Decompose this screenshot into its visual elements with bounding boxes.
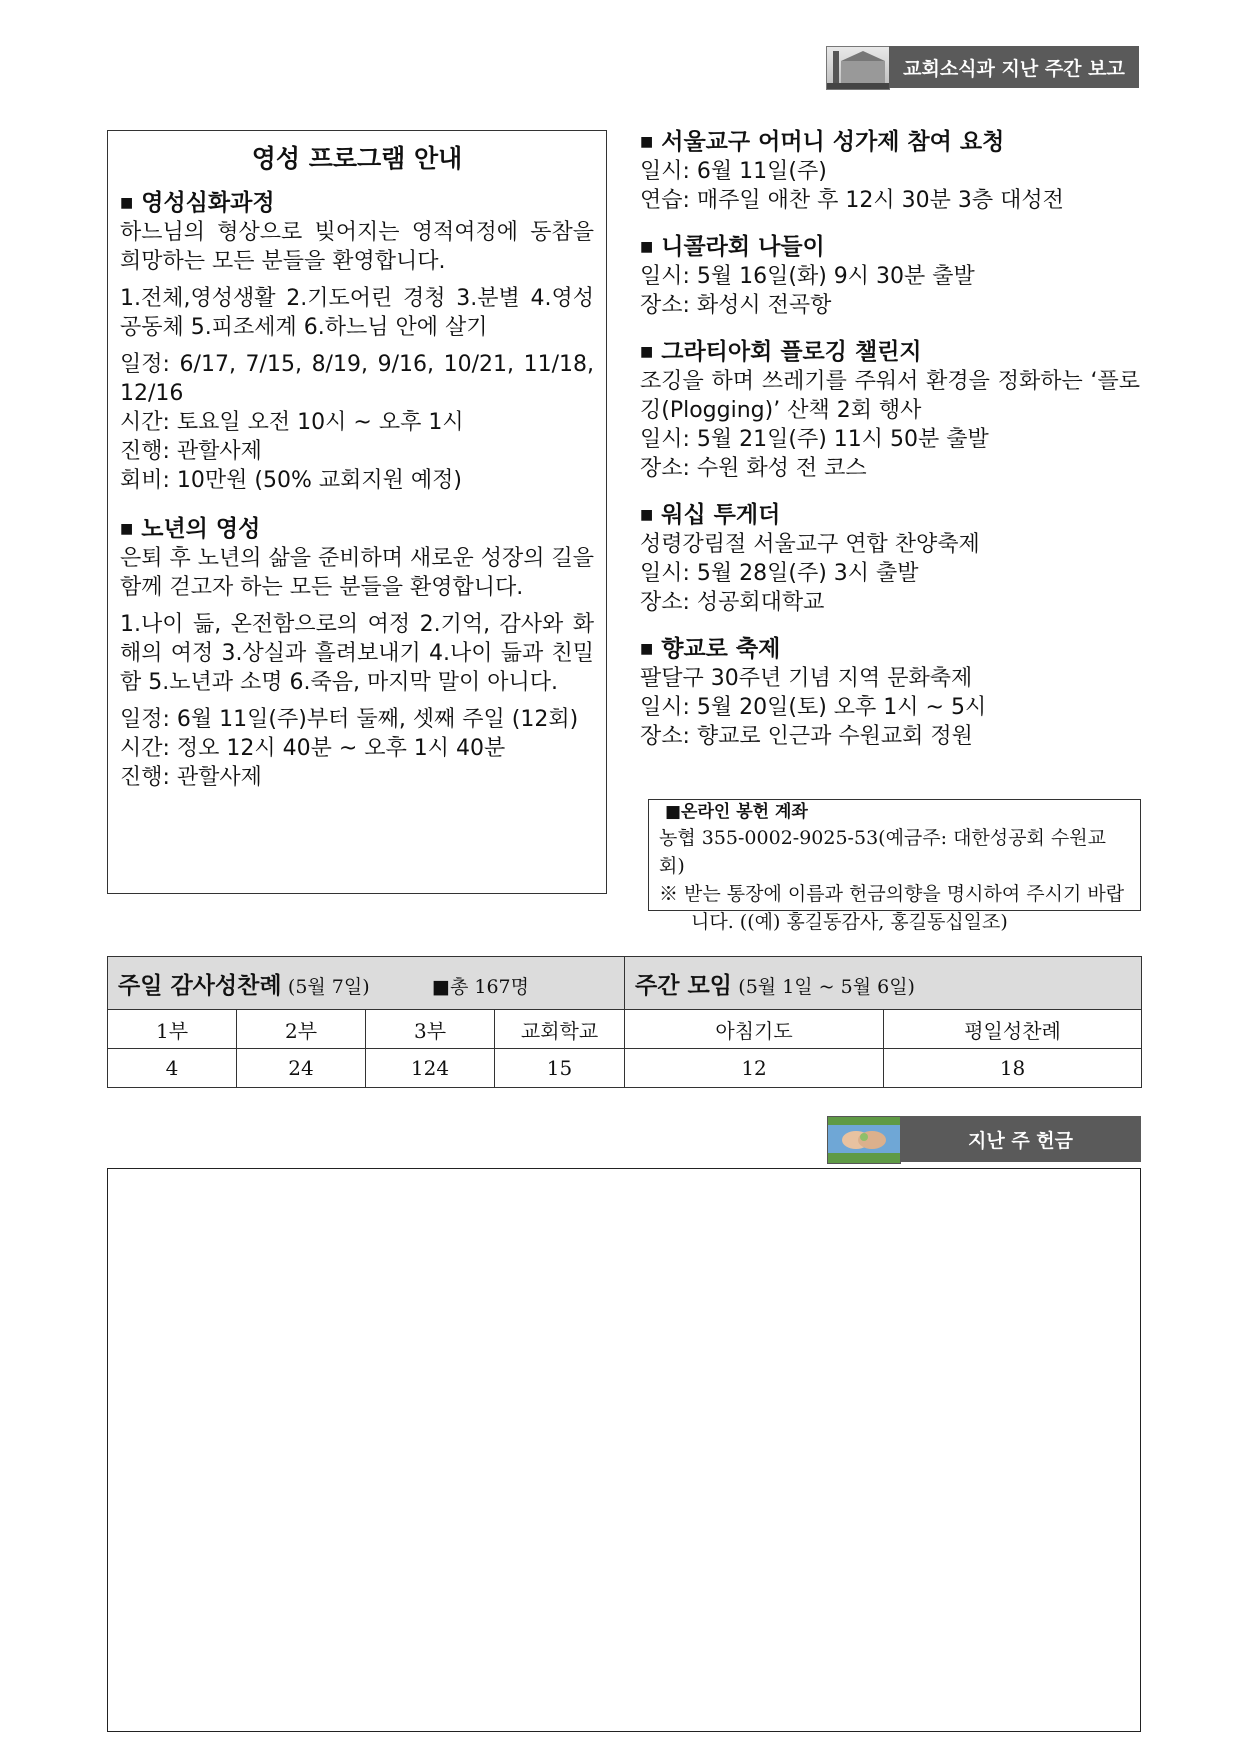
table-cell: 18 xyxy=(884,1049,1142,1088)
program-topics: 1.전체,영성생활 2.기도어린 경청 3.분별 4.영성 공동체 5.피조세계 6.하느님 안에 살기 xyxy=(120,286,594,340)
bullet-square-icon: ■ xyxy=(640,344,654,360)
news-item xyxy=(640,501,1140,617)
program-detail: 진행: 관할사제 xyxy=(120,765,262,790)
sunday-service-header xyxy=(108,957,625,1010)
section-title-banner xyxy=(889,46,1139,88)
table-cell: 124 xyxy=(366,1049,495,1088)
bullet-square-icon: ■ xyxy=(640,134,654,150)
table-row xyxy=(108,1049,1142,1088)
sunday-service-date: (5월 7일) xyxy=(287,975,370,998)
bullet-square-icon: ■ xyxy=(120,521,134,537)
program-detail: 시간: 정오 12시 40분 ~ 오후 1시 40분 xyxy=(120,736,506,761)
news-line: 연습: 매주일 애찬 후 12시 30분 3층 대성전 xyxy=(640,188,1064,213)
table-cell: 24 xyxy=(237,1049,366,1088)
program-detail: 회비: 10만원 (50% 교회지원 예정) xyxy=(120,468,462,493)
news-line: 성령강림절 서울교구 연합 찬양축제 xyxy=(640,532,980,557)
offering-content-box xyxy=(107,1168,1141,1732)
news-line: 일시: 6월 11일(주) xyxy=(640,159,827,184)
online-offering-title: ■온라인 봉헌 계좌 xyxy=(665,802,808,822)
column-header: 교회학교 xyxy=(495,1010,625,1049)
news-line: 일시: 5월 20일(토) 오후 1시 ~ 5시 xyxy=(640,695,987,720)
news-item xyxy=(640,128,1140,215)
column-header: 아침기도 xyxy=(625,1010,884,1049)
news-line: 일시: 5월 16일(화) 9시 30분 출발 xyxy=(640,264,975,289)
bullet-square-icon: ■ xyxy=(640,641,654,657)
news-line: 팔달구 30주년 기념 지역 문화축제 xyxy=(640,666,973,691)
bank-account: 농협 355-0002-9025-53(예금주: 대한성공회 수원교회) xyxy=(659,827,1106,877)
hands-offering-image xyxy=(827,1116,901,1164)
offering-title-banner xyxy=(900,1116,1141,1162)
offering-note: ※ 받는 통장에 이름과 헌금의향을 명시하여 주시기 바랍니다. ((예) 홍길동감사, 홍길동십일조) xyxy=(659,883,1125,933)
news-heading: 워십 투게더 xyxy=(661,502,781,528)
news-column xyxy=(640,128,1140,769)
bullet-square-icon: ■ xyxy=(640,507,654,523)
column-header: 2부 xyxy=(237,1010,366,1049)
news-line: 장소: 수원 화성 전 코스 xyxy=(640,456,867,481)
news-heading: 니콜라회 나들이 xyxy=(661,234,825,260)
table-cell: 12 xyxy=(625,1049,884,1088)
weekly-meeting-header xyxy=(625,957,1142,1010)
program-intro: 하느님의 형상으로 빚어지는 영적여정에 동참을 희망하는 모든 분들을 환영합니다. xyxy=(120,220,594,274)
bullet-square-icon: ■ xyxy=(120,195,134,211)
table-row xyxy=(108,1010,1142,1049)
total-attendance: ■총 167명 xyxy=(432,975,529,998)
weekly-meeting-title: 주간 모임 xyxy=(635,972,732,999)
program-detail: 일정: 6/17, 7/15, 8/19, 9/16, 10/21, 11/18, 12/16 xyxy=(120,352,594,406)
column-header: 1부 xyxy=(108,1010,237,1049)
news-item xyxy=(640,635,1140,751)
program-detail: 일정: 6월 11일(주)부터 둘째, 셋째 주일 (12회) xyxy=(120,707,579,732)
news-line: 장소: 성공회대학교 xyxy=(640,590,825,615)
bullet-square-icon: ■ xyxy=(640,239,654,255)
news-heading: 그라티아회 플로깅 챌린지 xyxy=(661,339,922,365)
news-line: 일시: 5월 28일(주) 3시 출발 xyxy=(640,561,919,586)
news-line: 조깅을 하며 쓰레기를 주워서 환경을 정화하는 ‘플로깅(Plogging)’ 산책 2회 행사 xyxy=(640,369,1140,423)
weekly-meeting-date: (5월 1일 ~ 5월 6일) xyxy=(738,975,915,998)
program-intro: 은퇴 후 노년의 삶을 준비하며 새로운 성장의 길을 함께 걷고자 하는 모든 분들을 환영합니다. xyxy=(120,546,594,600)
sunday-service-title: 주일 감사성찬례 xyxy=(118,972,282,999)
column-header: 평일성찬례 xyxy=(884,1010,1142,1049)
news-heading: 서울교구 어머니 성가제 참여 요청 xyxy=(661,129,1005,155)
program-section-heading: ■ 영성심화과정 xyxy=(120,190,275,216)
table-cell: 4 xyxy=(108,1049,237,1088)
program-detail: 시간: 토요일 오전 10시 ~ 오후 1시 xyxy=(120,410,464,435)
news-line: 장소: 향교로 인근과 수원교회 정원 xyxy=(640,724,973,749)
news-item xyxy=(640,233,1140,320)
table-cell: 15 xyxy=(495,1049,625,1088)
news-item xyxy=(640,338,1140,483)
column-header: 3부 xyxy=(366,1010,495,1049)
program-topics: 1.나이 듦, 온전함으로의 여정 2.기억, 감사와 화해의 여정 3.상실과 흘려보내기 4.나이 듦과 친밀함 5.노년과 소명 6.죽음, 마지막 말이 아니다. xyxy=(120,612,594,695)
news-heading: 향교로 축제 xyxy=(661,636,781,662)
program-info-box xyxy=(107,130,607,894)
program-title: 영성 프로그램 안내 xyxy=(251,144,463,173)
attendance-table xyxy=(107,956,1142,1088)
news-line: 장소: 화성시 전곡항 xyxy=(640,293,832,318)
news-line: 일시: 5월 21일(주) 11시 50분 출발 xyxy=(640,427,989,452)
header-title: 교회소식과 지난 주간 보고 xyxy=(903,57,1125,80)
church-building-image xyxy=(826,46,890,90)
offering-title: 지난 주 헌금 xyxy=(968,1129,1073,1152)
online-offering-box xyxy=(648,799,1141,933)
program-section-heading: ■ 노년의 영성 xyxy=(120,516,261,542)
program-detail: 진행: 관할사제 xyxy=(120,439,262,464)
